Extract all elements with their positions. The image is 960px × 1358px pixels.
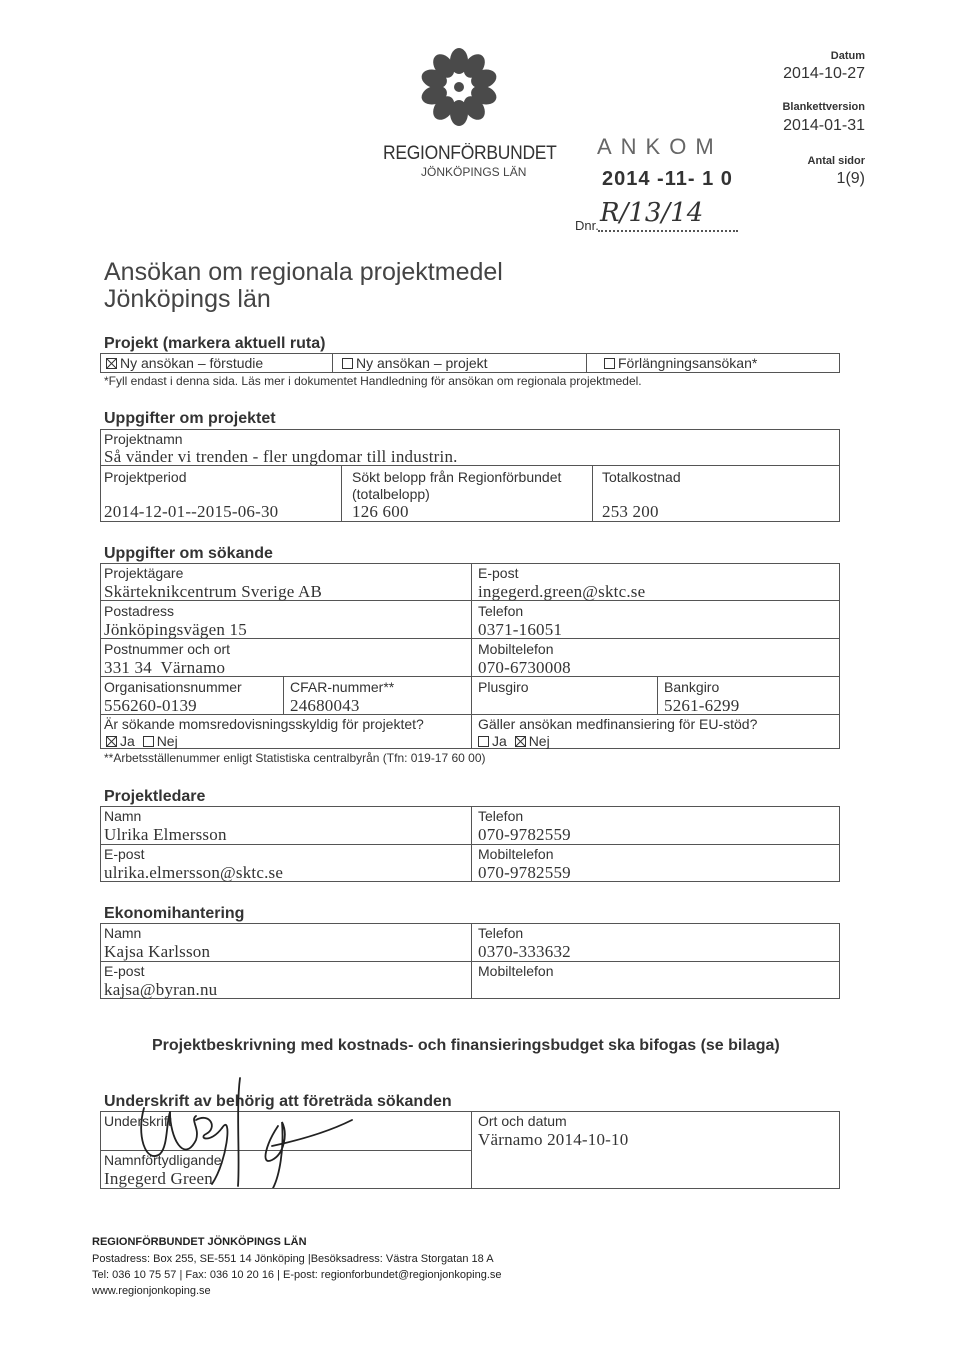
sokande-telefon-label: Telefon bbox=[478, 603, 524, 619]
handwritten-signature bbox=[100, 1068, 360, 1188]
underskrift-heading: Underskrift av behörig att företräda sökanden bbox=[104, 1093, 452, 1110]
checkbox-checked-icon[interactable] bbox=[106, 736, 117, 747]
namnfortydligande-value[interactable]: Ingegerd Green bbox=[104, 1169, 213, 1188]
dnr-label: Dnr. bbox=[575, 218, 599, 233]
page-title: Ansökan om regionala projektmedel bbox=[104, 258, 503, 286]
sokande-note: **Arbetsställenummer enligt Statistiska centralbyrån (Tfn: 019-17 60 00) bbox=[104, 751, 486, 765]
stamp-date: 2014 -11- 1 0 bbox=[602, 168, 733, 190]
page-title-line2: Jönköpings län bbox=[104, 285, 271, 313]
cfar-value[interactable]: 24680043 bbox=[290, 696, 360, 715]
belopp-label-2: (totalbelopp) bbox=[352, 486, 430, 502]
sign-label: Underskrift bbox=[104, 1113, 172, 1129]
pl-telefon-label: Telefon bbox=[478, 808, 524, 824]
org-name: REGIONFÖRBUNDET bbox=[383, 143, 557, 164]
ek-epost-label: E-post bbox=[104, 963, 145, 979]
footer-website-link[interactable]: www.regionjonkoping.se bbox=[92, 1285, 211, 1297]
postadress-label: Postadress bbox=[104, 603, 175, 619]
pl-mobil-value[interactable]: 070-9782559 bbox=[478, 863, 571, 882]
projektagare-label: Projektägare bbox=[104, 565, 184, 581]
ek-namn-value[interactable]: Kajsa Karlsson bbox=[104, 942, 211, 961]
dnr-value: R/13/14 bbox=[600, 198, 704, 228]
sokande-epost-value[interactable]: ingegerd.green@sktc.se bbox=[478, 582, 646, 601]
pl-epost-value[interactable]: ulrika.elmersson@sktc.se bbox=[104, 863, 284, 882]
projekt-info-heading: Uppgifter om projektet bbox=[104, 410, 276, 427]
eu-question: Gäller ansökan medfinansiering för EU-stöd? bbox=[478, 716, 758, 732]
belopp-label: Sökt belopp från Regionförbundet bbox=[352, 469, 562, 485]
pl-telefon-value[interactable]: 070-9782559 bbox=[478, 825, 571, 844]
ek-telefon-label: Telefon bbox=[478, 925, 524, 941]
bankgiro-label: Bankgiro bbox=[664, 679, 720, 695]
projektnamn-value[interactable]: Så vänder vi trenden - fler ungdomar till industrin. bbox=[104, 447, 458, 466]
ort-datum-label: Ort och datum bbox=[478, 1113, 567, 1129]
option-projekt[interactable]: Ny ansökan – projekt bbox=[342, 355, 488, 371]
datum-value: 2014-10-27 bbox=[783, 65, 865, 82]
checkbox-checked-icon[interactable] bbox=[515, 736, 526, 747]
footer-org: REGIONFÖRBUNDET JÖNKÖPINGS LÄN bbox=[92, 1236, 307, 1248]
postnummer-value[interactable]: 331 34 Värnamo bbox=[104, 658, 226, 677]
projekt-heading: Projekt (markera aktuell ruta) bbox=[104, 335, 326, 352]
projektagare-value[interactable]: Skärteknikcentrum Sverige AB bbox=[104, 582, 323, 601]
ort-datum-value[interactable]: Värnamo 2014-10-10 bbox=[478, 1130, 629, 1149]
bankgiro-value[interactable]: 5261-6299 bbox=[664, 696, 740, 715]
checkbox-icon[interactable] bbox=[604, 358, 615, 369]
totalkostnad-value[interactable]: 253 200 bbox=[602, 502, 659, 521]
blankett-label: Blankettversion bbox=[782, 101, 865, 113]
ek-namn-label: Namn bbox=[104, 925, 142, 941]
postadress-value[interactable]: Jönköpingsvägen 15 bbox=[104, 620, 247, 639]
sokande-epost-label: E-post bbox=[478, 565, 519, 581]
sokande-telefon-value[interactable]: 0371-16051 bbox=[478, 620, 563, 639]
org-subname: JÖNKÖPINGS LÄN bbox=[421, 165, 527, 179]
ekonomi-heading: Ekonomihantering bbox=[104, 905, 245, 922]
projektperiod-label: Projektperiod bbox=[104, 469, 187, 485]
projektperiod-value[interactable]: 2014-12-01--2015-06-30 bbox=[104, 502, 279, 521]
ek-epost-value[interactable]: kajsa@byran.nu bbox=[104, 980, 218, 999]
totalkostnad-label: Totalkostnad bbox=[602, 469, 681, 485]
orgnr-value[interactable]: 556260-0139 bbox=[104, 696, 197, 715]
footer-line1: Postadress: Box 255, SE-551 14 Jönköping |Besöksadress: Västra Storgatan 18 A bbox=[92, 1253, 494, 1265]
cfar-label: CFAR-nummer** bbox=[290, 679, 395, 695]
belopp-value[interactable]: 126 600 bbox=[352, 502, 409, 521]
projektnamn-label: Projektnamn bbox=[104, 431, 183, 447]
sokande-mobil-label: Mobiltelefon bbox=[478, 641, 554, 657]
eu-answer[interactable]: Ja Nej bbox=[478, 733, 550, 749]
orgnr-label: Organisationsnummer bbox=[104, 679, 242, 695]
ek-telefon-value[interactable]: 0370-333632 bbox=[478, 942, 571, 961]
pl-mobil-label: Mobiltelefon bbox=[478, 846, 554, 862]
moms-question: Är sökande momsredovisningsskyldig för projektet? bbox=[104, 716, 424, 732]
region-logo-icon bbox=[418, 46, 500, 128]
namnfortydligande-label: Namnförtydligande bbox=[104, 1152, 222, 1168]
blankett-value: 2014-01-31 bbox=[783, 117, 865, 134]
ek-mobil-label: Mobiltelefon bbox=[478, 963, 554, 979]
projekt-note: *Fyll endast i denna sida. Läs mer i dokumentet Handledning för ansökan om regionala projektmedel. bbox=[104, 374, 642, 388]
sokande-mobil-value[interactable]: 070-6730008 bbox=[478, 658, 571, 677]
option-forstudie[interactable]: Ny ansökan – förstudie bbox=[106, 355, 263, 371]
option-forlangning[interactable]: Förlängningsansökan* bbox=[604, 355, 757, 371]
stamp-title: ANKOM bbox=[597, 134, 723, 159]
sidor-value: 1(9) bbox=[836, 170, 865, 187]
checkbox-icon[interactable] bbox=[342, 358, 353, 369]
sokande-heading: Uppgifter om sökande bbox=[104, 545, 273, 562]
pl-epost-label: E-post bbox=[104, 846, 145, 862]
checkbox-icon[interactable] bbox=[143, 736, 154, 747]
projektledare-heading: Projektledare bbox=[104, 788, 206, 805]
postnummer-label: Postnummer och ort bbox=[104, 641, 231, 657]
dnr-underline bbox=[598, 230, 738, 232]
footer-line2: Tel: 036 10 75 57 | Fax: 036 10 20 16 | E-post: regionforbundet@regionjonkoping.se bbox=[92, 1269, 502, 1281]
sidor-label: Antal sidor bbox=[807, 155, 865, 167]
bilaga-note: Projektbeskrivning med kostnads- och finansieringsbudget ska bifogas (se bilaga) bbox=[152, 1037, 780, 1054]
checkbox-checked-icon[interactable] bbox=[106, 358, 117, 369]
checkbox-icon[interactable] bbox=[478, 736, 489, 747]
plusgiro-label: Plusgiro bbox=[478, 679, 529, 695]
moms-answer[interactable]: Ja Nej bbox=[106, 733, 178, 749]
pl-namn-label: Namn bbox=[104, 808, 142, 824]
datum-label: Datum bbox=[830, 50, 865, 62]
pl-namn-value[interactable]: Ulrika Elmersson bbox=[104, 825, 227, 844]
